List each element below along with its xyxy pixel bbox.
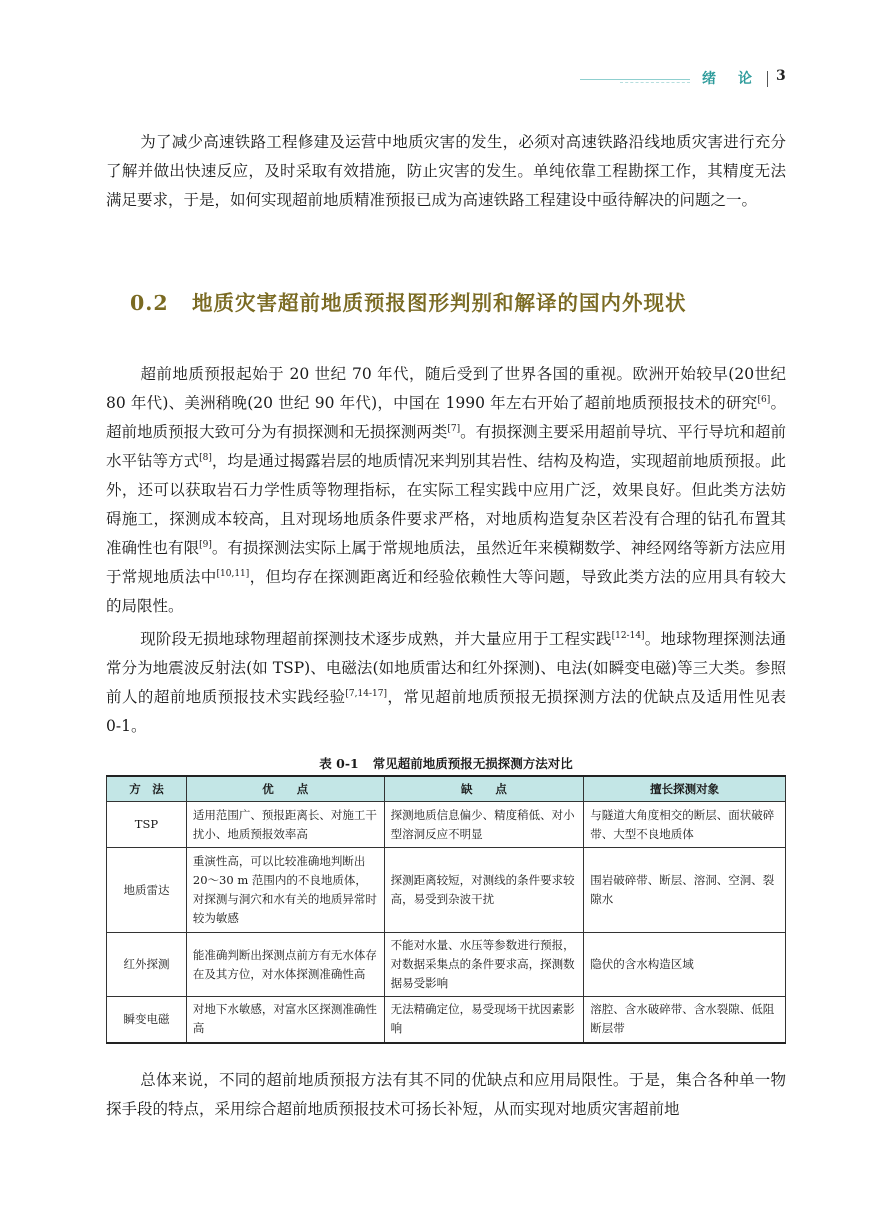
citation: [9]: [199, 539, 212, 550]
text-run: 现阶段无损地球物理超前探测技术逐步成熟，并大量应用于工程实践: [140, 630, 612, 648]
header-rule: [580, 79, 690, 80]
text-run: 。地球物理探测法通常分为地震波反射法(如 TSP)、电磁法(如地质雷达和红外探测)、电法(如瞬变电磁)等三大类。参照前人的超前地质预报技术实践经验: [106, 630, 786, 706]
section-title: 地质灾害超前地质预报图形判别和解译的国内外现状: [192, 291, 687, 315]
header-pros: 优 点: [186, 776, 384, 802]
paragraph-intro: [106, 128, 786, 215]
citation: [10,11]: [216, 568, 250, 579]
comparison-table: [106, 775, 786, 1044]
cell-pros: 适用范围广、预报距离长、对施工干扰小、地质预报效率高: [186, 802, 384, 848]
paragraph-summary-text: 总体来说，不同的超前地质预报方法有其不同的优缺点和应用局限性。于是，集合各种单一物探手段的特点，采用综合超前地质预报技术可扬长补短，从而实现对地质灾害超前地: [106, 1071, 786, 1118]
citation: [7,14-17]: [345, 688, 387, 699]
running-header: [580, 68, 790, 90]
table-number: 表 0-1: [319, 756, 359, 771]
paragraph-geophysics: [106, 625, 786, 741]
text-run: 。有损探测主要采用超前导坑、平行导坑和超前水平钻等方式: [106, 423, 786, 470]
citation: [6]: [757, 394, 771, 405]
text-run: ，常见超前地质预报无损探测方法的优缺点及适用性见表 0-1。: [106, 688, 786, 735]
citation: [7]: [447, 423, 461, 434]
page-number: 3: [776, 68, 786, 84]
text-run: ，但均存在探测距离近和经验依赖性大等问题，导致此类方法的应用具有较大的局限性。: [106, 568, 786, 615]
cell-pros: 能准确判断出探测点前方有无水体存在及其方位，对水体探测准确性高: [186, 933, 384, 997]
cell-cons: 探测距离较短，对测线的条件要求较高，易受到杂波干扰: [384, 848, 584, 933]
cell-method: TSP: [107, 802, 187, 848]
cell-method: 红外探测: [107, 933, 187, 997]
paragraph-history: [106, 360, 786, 621]
cell-pros: 对地下水敏感，对富水区探测准确性高: [186, 997, 384, 1043]
table-row: [107, 848, 786, 933]
cell-cons: 无法精确定位，易受现场干扰因素影响: [384, 997, 584, 1043]
header-divider: [767, 71, 768, 87]
cell-pros: 重演性高，可以比较准确地判断出 20～30 m 范围内的不良地质体，对探测与洞穴和水有关的地质异常时较为敏感: [186, 848, 384, 933]
table-row: [107, 933, 786, 997]
text-run: 。超前地质预报大致可分为有损探测和无损探测两类: [106, 394, 786, 441]
header-cons: 缺 点: [384, 776, 584, 802]
section-number: 0.2: [130, 291, 169, 315]
paragraph-summary: [106, 1066, 786, 1124]
cell-cons: 不能对水量、水压等参数进行预报，对数据采集点的条件要求高，探测数据易受影响: [384, 933, 584, 997]
header-rule-dashed: [620, 82, 690, 83]
header-target: 擅长探测对象: [584, 776, 786, 802]
table-row: [107, 802, 786, 848]
cell-target: 与隧道大角度相交的断层、面状破碎带、大型不良地质体: [584, 802, 786, 848]
cell-target: 溶腔、含水破碎带、含水裂隙、低阻断层带: [584, 997, 786, 1043]
cell-method: 地质雷达: [107, 848, 187, 933]
chapter-title: 绪论: [702, 71, 774, 87]
citation: [12-14]: [611, 630, 645, 641]
cell-target: 隐伏的含水构造区域: [584, 933, 786, 997]
table-caption: [106, 754, 786, 772]
table-title: 常见超前地质预报无损探测方法对比: [372, 756, 573, 771]
section-heading: [130, 286, 790, 316]
text-run: 。有损探测法实际上属于常规地质法，虽然近年来模糊数学、神经网络等新方法应用于常规地质法中: [106, 539, 786, 586]
paragraph-intro-text: 为了减少高速铁路工程修建及运营中地质灾害的发生，必须对高速铁路沿线地质灾害进行充分了解并做出快速反应，及时采取有效措施，防止灾害的发生。单纯依靠工程勘探工作，其精度无法满足要求，于是，如何实现超前地质精准预报已成为高速铁路工程建设中亟待解决的问题之一。: [106, 133, 786, 209]
cell-method: 瞬变电磁: [107, 997, 187, 1043]
cell-cons: 探测地质信息偏少、精度稍低、对小型溶洞反应不明显: [384, 802, 584, 848]
text-run: 超前地质预报起始于 20 世纪 70 年代，随后受到了世界各国的重视。欧洲开始较早(20世纪 80 年代)、美洲稍晚(20 世纪 90 年代)，中国在 1990 年左右开始了超前地质预报技术的研究: [106, 365, 786, 412]
table-header-row: [107, 776, 786, 802]
cell-target: 围岩破碎带、断层、溶洞、空洞、裂隙水: [584, 848, 786, 933]
header-method: 方 法: [107, 776, 187, 802]
text-run: ，均是通过揭露岩层的地质情况来判别其岩性、结构及构造，实现超前地质预报。此外，还可以获取岩石力学性质等物理指标，在实际工程实践中应用广泛，效果良好。但此类方法妨碍施工，探测成本较高，且对现场地质条件要求严格，对地质构造复杂区若没有合理的钻孔布置其准确性也有限: [106, 452, 786, 557]
table-row: [107, 997, 786, 1043]
citation: [8]: [199, 452, 212, 463]
